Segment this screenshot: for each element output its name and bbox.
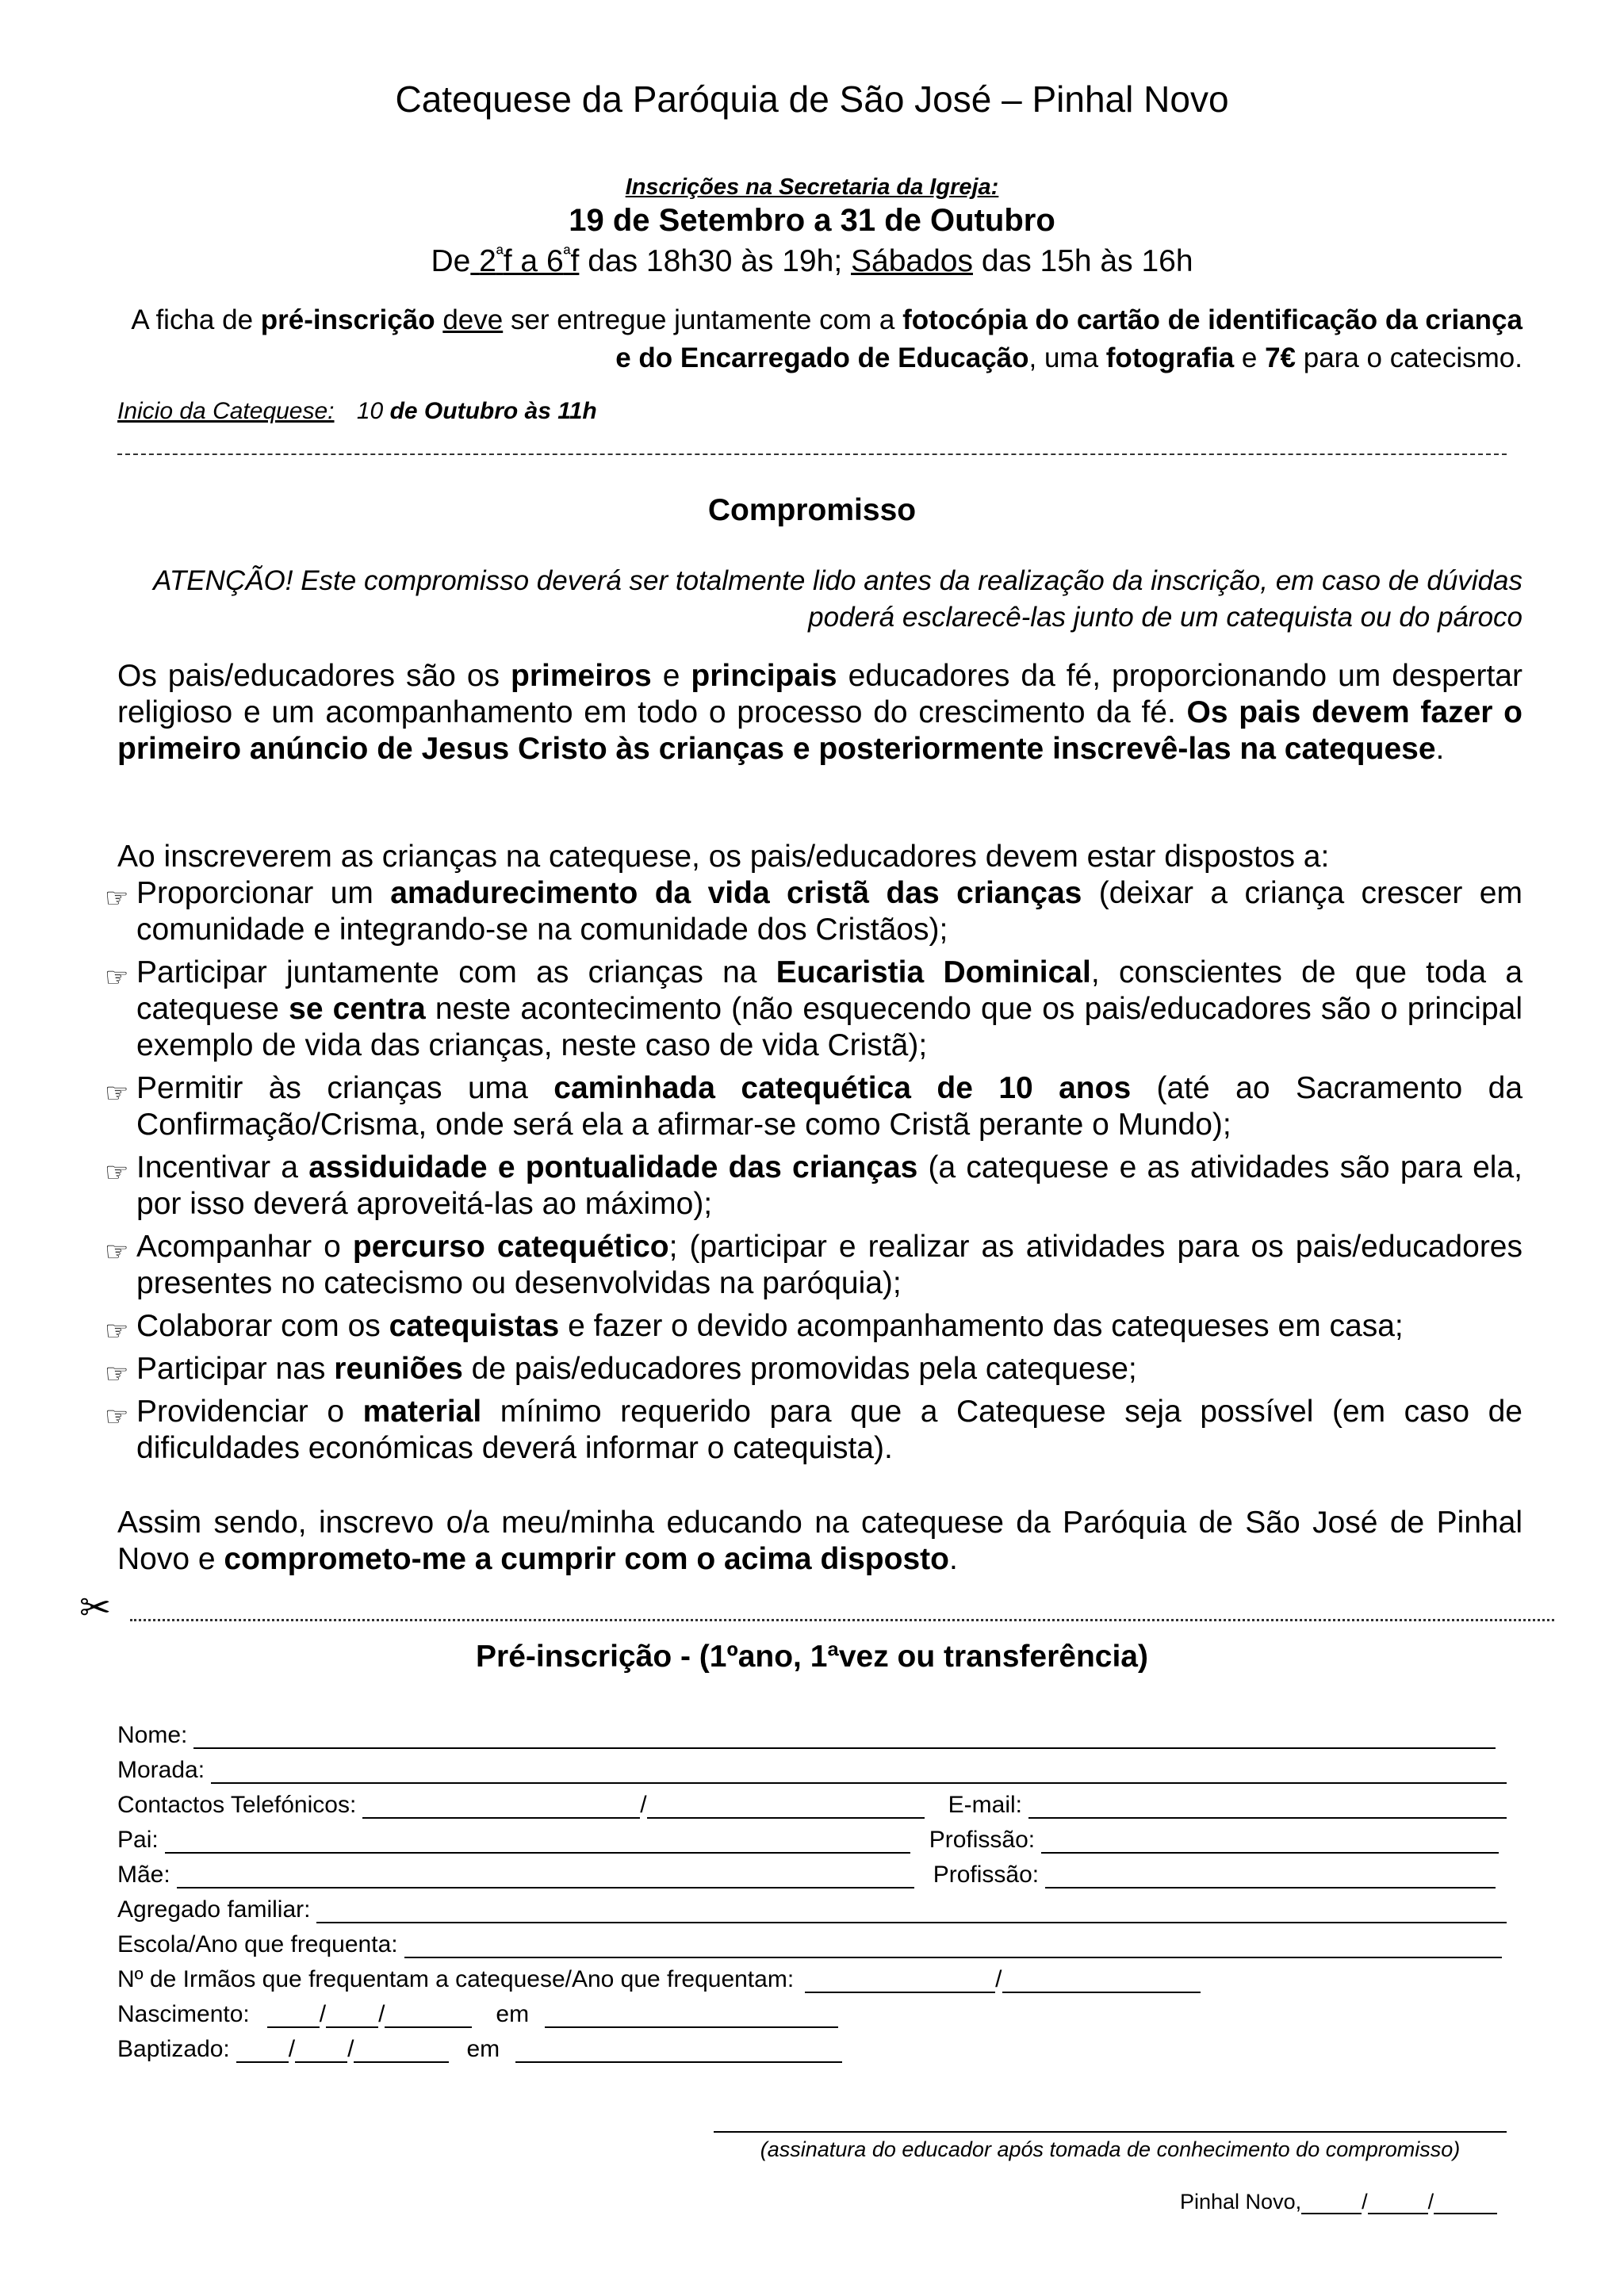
list-item: ☞ Colaborar com os catequistas e fazer o devido acompanhamento das catequeses em casa; xyxy=(103,1308,1522,1345)
hours-prefix: De xyxy=(431,244,471,278)
pointing-hand-icon: ☞ xyxy=(105,1237,129,1267)
list-item: ☞ Incentivar a assiduidade e pontualidade das crianças (a catequese e as atividades são para ela, por isso deverá aproveitá-las ao máximo); xyxy=(105,1150,1522,1221)
form-row-escola xyxy=(117,1923,1507,1958)
signature-line[interactable] xyxy=(714,2131,1507,2133)
form-row-pai xyxy=(117,1819,1507,1854)
nascimento-day-field[interactable] xyxy=(267,2003,320,2028)
irmaos-ano-field[interactable] xyxy=(1002,1968,1201,1993)
pointing-hand-icon: ☞ xyxy=(105,883,129,913)
mae-field[interactable] xyxy=(177,1863,914,1888)
compromisso-title: Compromisso xyxy=(707,493,917,527)
signature-month-field[interactable] xyxy=(1368,2194,1428,2214)
list-item: ☞ Proporcionar um amadurecimento da vida cristã das crianças (deixar a criança crescer em comunidade e integrando-se na comunidade dos Cristãos); xyxy=(105,876,1522,947)
irmaos-count-field[interactable] xyxy=(805,1968,995,1993)
ficha-instructions: A ficha de pré-inscrição deve ser entregue juntamente com a fotocópia do cartão de identificação da criança e do Encarregado de Educação, uma fotografia e 7€ para o catecismo. xyxy=(131,304,1522,373)
list-item: ☞ Participar nas reuniões de pais/educadores promovidas pela catequese; xyxy=(103,1351,1522,1387)
irmaos-separator: / xyxy=(995,1966,1002,1992)
form-row-agregado xyxy=(117,1888,1507,1923)
list-item: ☞ Permitir às crianças uma caminhada catequética de 10 anos (até ao Sacramento da Confirmação/Crisma, onde será ela a afirmar-se como Cristã perante o Mundo); xyxy=(105,1071,1523,1142)
list-item: ☞ Acompanhar o percurso catequético; (participar e realizar as atividades para os pais/educadores presentes no catecismo ou desenvolvidas na paróquia); xyxy=(105,1230,1522,1300)
signature-day-field[interactable] xyxy=(1301,2194,1362,2214)
agregado-field[interactable] xyxy=(316,1898,1507,1923)
morada-field[interactable] xyxy=(211,1758,1507,1784)
nascimento-place-field[interactable] xyxy=(545,2003,838,2028)
page-title: Catequese da Paróquia de São José – Pinhal Novo xyxy=(395,78,1229,120)
form-row-mae xyxy=(117,1854,1507,1888)
inicio-date: de Outubro às 11h xyxy=(389,398,597,424)
hours-saturday-time: das 15h às 16h xyxy=(981,244,1193,278)
compromisso-paragraph-1: Os pais/educadores são os primeiros e principais educadores da fé, proporcionando um despertar religioso e um acompanhamento em todo o processo do crescimento da fé. Os pais devem fazer o primeiro anúncio de Jesus Cristo às crianças e posteriormente inscrevê-las na catequese. xyxy=(117,659,1522,766)
inscription-dates: 19 de Setembro a 31 de Outubro xyxy=(569,203,1055,238)
hours-saturday: Sábados xyxy=(851,244,973,278)
baptizado-place-field[interactable] xyxy=(515,2038,842,2063)
pointing-hand-icon: ☞ xyxy=(105,962,129,993)
baptizado-year-field[interactable] xyxy=(354,2038,449,2063)
mae-profissao-field[interactable] xyxy=(1045,1863,1496,1888)
commitment-list xyxy=(103,875,1522,1473)
pointing-hand-icon: ☞ xyxy=(105,1402,129,1432)
compromisso-paragraph-2: Ao inscreverem as crianças na catequese, os pais/educadores devem estar dispostos a: xyxy=(117,840,1330,874)
contactos-label: Contactos Telefónicos: xyxy=(117,1792,357,1818)
inicio-label: Inicio da Catequese: xyxy=(117,398,335,424)
nascimento-month-field[interactable] xyxy=(326,2003,378,2028)
hours-weekday-time: das 18h30 às 19h; xyxy=(588,244,843,278)
form-row-baptizado: Baptizado: / / em xyxy=(117,2028,1507,2063)
list-item: ☞ Participar juntamente com as crianças na Eucaristia Dominical, conscientes de que toda a catequese se centra neste acontecimento (não esquecendo que os pais/educadores são o principal exemplo de vida das crianças, neste caso de vida Cristã); xyxy=(105,955,1523,1062)
pointing-hand-icon: ☞ xyxy=(105,1078,129,1108)
inicio-catequese xyxy=(117,398,597,425)
inscription-hours xyxy=(0,244,1624,279)
nascimento-label: Nascimento: xyxy=(117,2001,250,2027)
atencao-note: ATENÇÃO! Este compromisso deverá ser totalmente lido antes da realização da inscrição, em caso de dúvidas poderá esclarecê-las junto de um catequista ou do pároco xyxy=(153,565,1522,633)
inscricoes-label: Inscrições na Secretaria da Igreja: xyxy=(625,174,999,200)
nome-label: Nome: xyxy=(117,1722,188,1748)
cut-line xyxy=(79,1586,1475,1633)
pointing-hand-icon: ☞ xyxy=(105,1158,129,1188)
baptizado-label: Baptizado: xyxy=(117,2036,230,2062)
nascimento-em-label: em xyxy=(496,2001,530,2027)
pointing-hand-icon: ☞ xyxy=(105,1359,129,1389)
pre-inscricao-form xyxy=(117,1714,1507,2063)
mae-profissao-label: Profissão: xyxy=(933,1862,1040,1888)
agregado-label: Agregado familiar: xyxy=(117,1896,311,1923)
escola-label: Escola/Ano que frequenta: xyxy=(117,1931,398,1957)
form-row-nome xyxy=(117,1714,1507,1749)
form-row-irmaos xyxy=(117,1958,1507,1993)
dotted-cut-guide xyxy=(130,1619,1554,1621)
pai-profissao-field[interactable] xyxy=(1041,1828,1499,1854)
scissors-icon: ✂ xyxy=(79,1587,112,1629)
nome-field[interactable] xyxy=(193,1724,1496,1749)
baptizado-em-label: em xyxy=(466,2036,500,2062)
list-item: ☞ Providenciar o material mínimo requerido para que a Catequese seja possível (em caso de dificuldades económicas deverá informar o catequista). xyxy=(105,1395,1522,1465)
email-field[interactable] xyxy=(1028,1793,1507,1819)
hours-weekdays: $2^ªf$ a $6^ªf$ xyxy=(479,243,580,278)
baptizado-month-field[interactable] xyxy=(295,2038,347,2063)
pai-profissao-label: Profissão: xyxy=(929,1827,1036,1853)
signature-year-field[interactable] xyxy=(1434,2194,1497,2214)
morada-label: Morada: xyxy=(117,1757,205,1783)
pai-field[interactable] xyxy=(165,1828,910,1854)
irmaos-label: Nº de Irmãos que frequentam a catequese/Ano que frequentam: xyxy=(117,1966,795,1992)
phone-separator: / xyxy=(640,1792,647,1818)
form-row-contactos xyxy=(117,1784,1507,1819)
inicio-day: 10 xyxy=(356,398,384,424)
signature-caption: (assinatura do educador após tomada de conhecimento do compromisso) xyxy=(760,2137,1461,2161)
dashed-divider xyxy=(117,453,1507,455)
email-label: E-mail: xyxy=(948,1792,1022,1818)
mae-label: Mãe: xyxy=(117,1862,170,1888)
pointing-hand-icon: ☞ xyxy=(105,1316,129,1346)
phone-2-field[interactable] xyxy=(647,1793,925,1819)
place-date: Pinhal Novo, / / xyxy=(1180,2190,1497,2214)
compromisso-paragraph-3: Assim sendo, inscrevo o/a meu/minha educando na catequese da Paróquia de São José de Pinhal Novo e comprometo-me a cumprir com o acima disposto. xyxy=(117,1506,1522,1576)
nascimento-year-field[interactable] xyxy=(385,2003,472,2028)
phone-1-field[interactable] xyxy=(362,1793,640,1819)
pre-inscricao-title: Pré-inscrição - (1ºano, 1ªvez ou transferência) xyxy=(476,1640,1148,1674)
form-row-nascimento: Nascimento: / / em xyxy=(117,1993,1507,2028)
form-row-morada xyxy=(117,1749,1507,1784)
baptizado-day-field[interactable] xyxy=(236,2038,289,2063)
pai-label: Pai: xyxy=(117,1827,159,1853)
escola-field[interactable] xyxy=(404,1933,1502,1958)
place-label: Pinhal Novo, xyxy=(1180,2190,1302,2214)
